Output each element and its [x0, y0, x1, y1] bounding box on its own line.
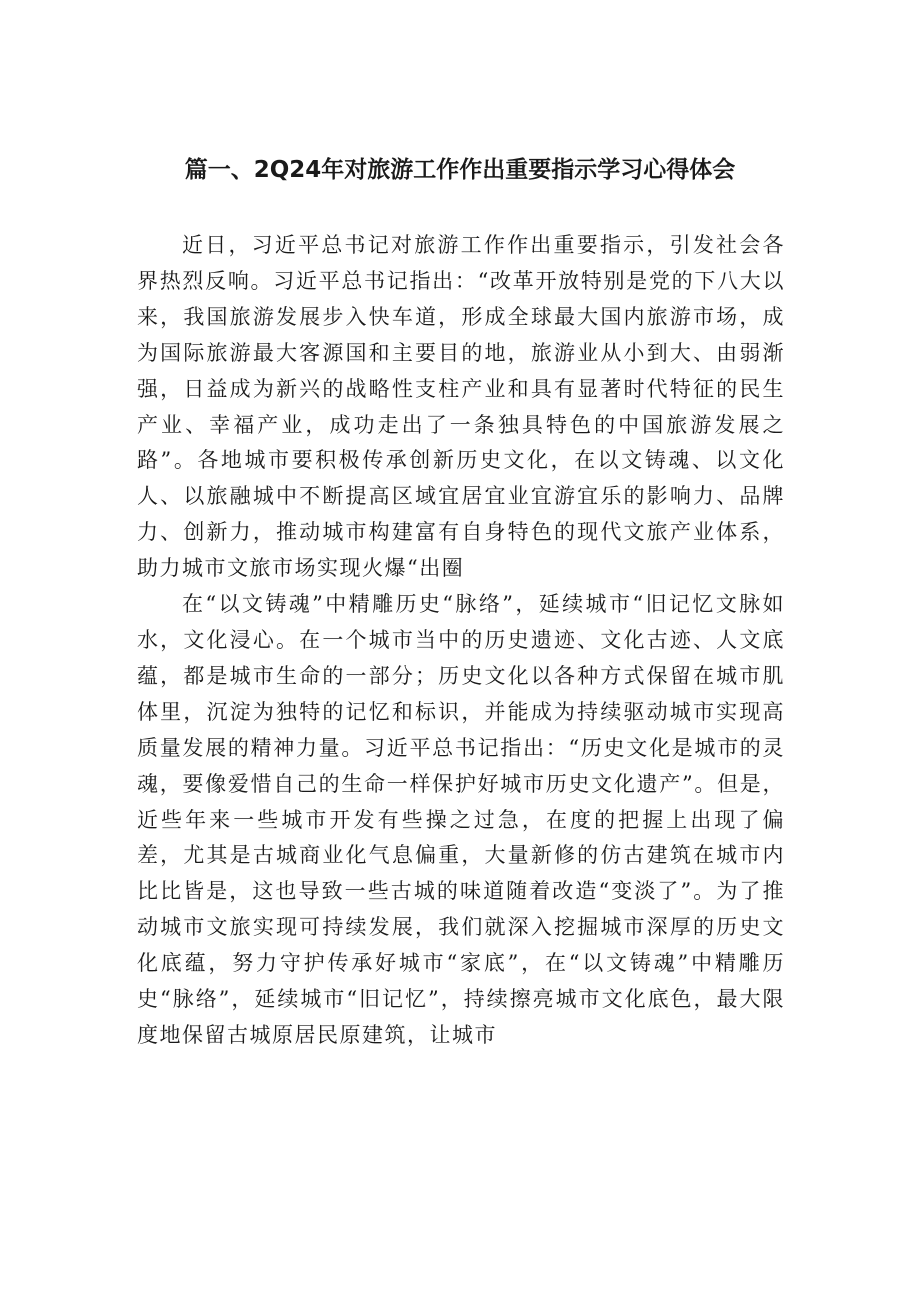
document-title: 篇一、2Q24年对旅游工作作出重要指示学习心得体会 — [184, 157, 736, 183]
paragraph-1: 近日，习近平总书记对旅游工作作出重要指示，引发社会各界热烈反响。习近平总书记指出：“改革开放特别是党的下八大以来，我国旅游发展步入快车道，形成全球最大国内旅游市场，成为国际旅游最大客源国和主要目的地，旅游业从小到大、由弱渐强，日益成为新兴的战略性支柱产业和具有显著时代特征的民生产业、幸福产业，成功走出了一条独具特色的中国旅游发展之路”。各地城市要积极传承创新历史文化，在以文铸魂、以文化人、以旅融城中不断提高区域宜居宜业宜游宜乐的影响力、品牌力、创新力，推动城市构建富有自身特色的现代文旅产业体系，助力城市文旅市场实现火爆“出圈 — [137, 233, 785, 581]
paragraph-2: 在“以文铸魂”中精雕历史“脉络”，延续城市“旧记忆文脉如水，文化浸心。在一个城市当中的历史遗迹、文化古迹、人文底蕴，都是城市生命的一部分；历史文化以各种方式保留在城市肌体里，沉淀为独特的记忆和标识，并能成为持续驱动城市实现高质量发展的精神力量。习近平总书记指出：“历史文化是城市的灵魂，要像爱惜自己的生命一样保护好城市历史文化遗产”。但是，近些年来一些城市开发有些操之过急，在度的把握上出现了偏差，尤其是古城商业化气息偏重，大量新修的仿古建筑在城市内比比皆是，这也导致一些古城的味道随着改造“变淡了”。为了推动城市文旅实现可持续发展，我们就深入挖掘城市深厚的历史文化底蕴，努力守护传承好城市“家底”，在“以文铸魂”中精雕历史“脉络”，延续城市“旧记忆”，持续擦亮城市文化底色，最大限度地保留古城原居民原建筑，让城市 — [137, 592, 785, 1047]
document-body — [137, 228, 785, 1054]
